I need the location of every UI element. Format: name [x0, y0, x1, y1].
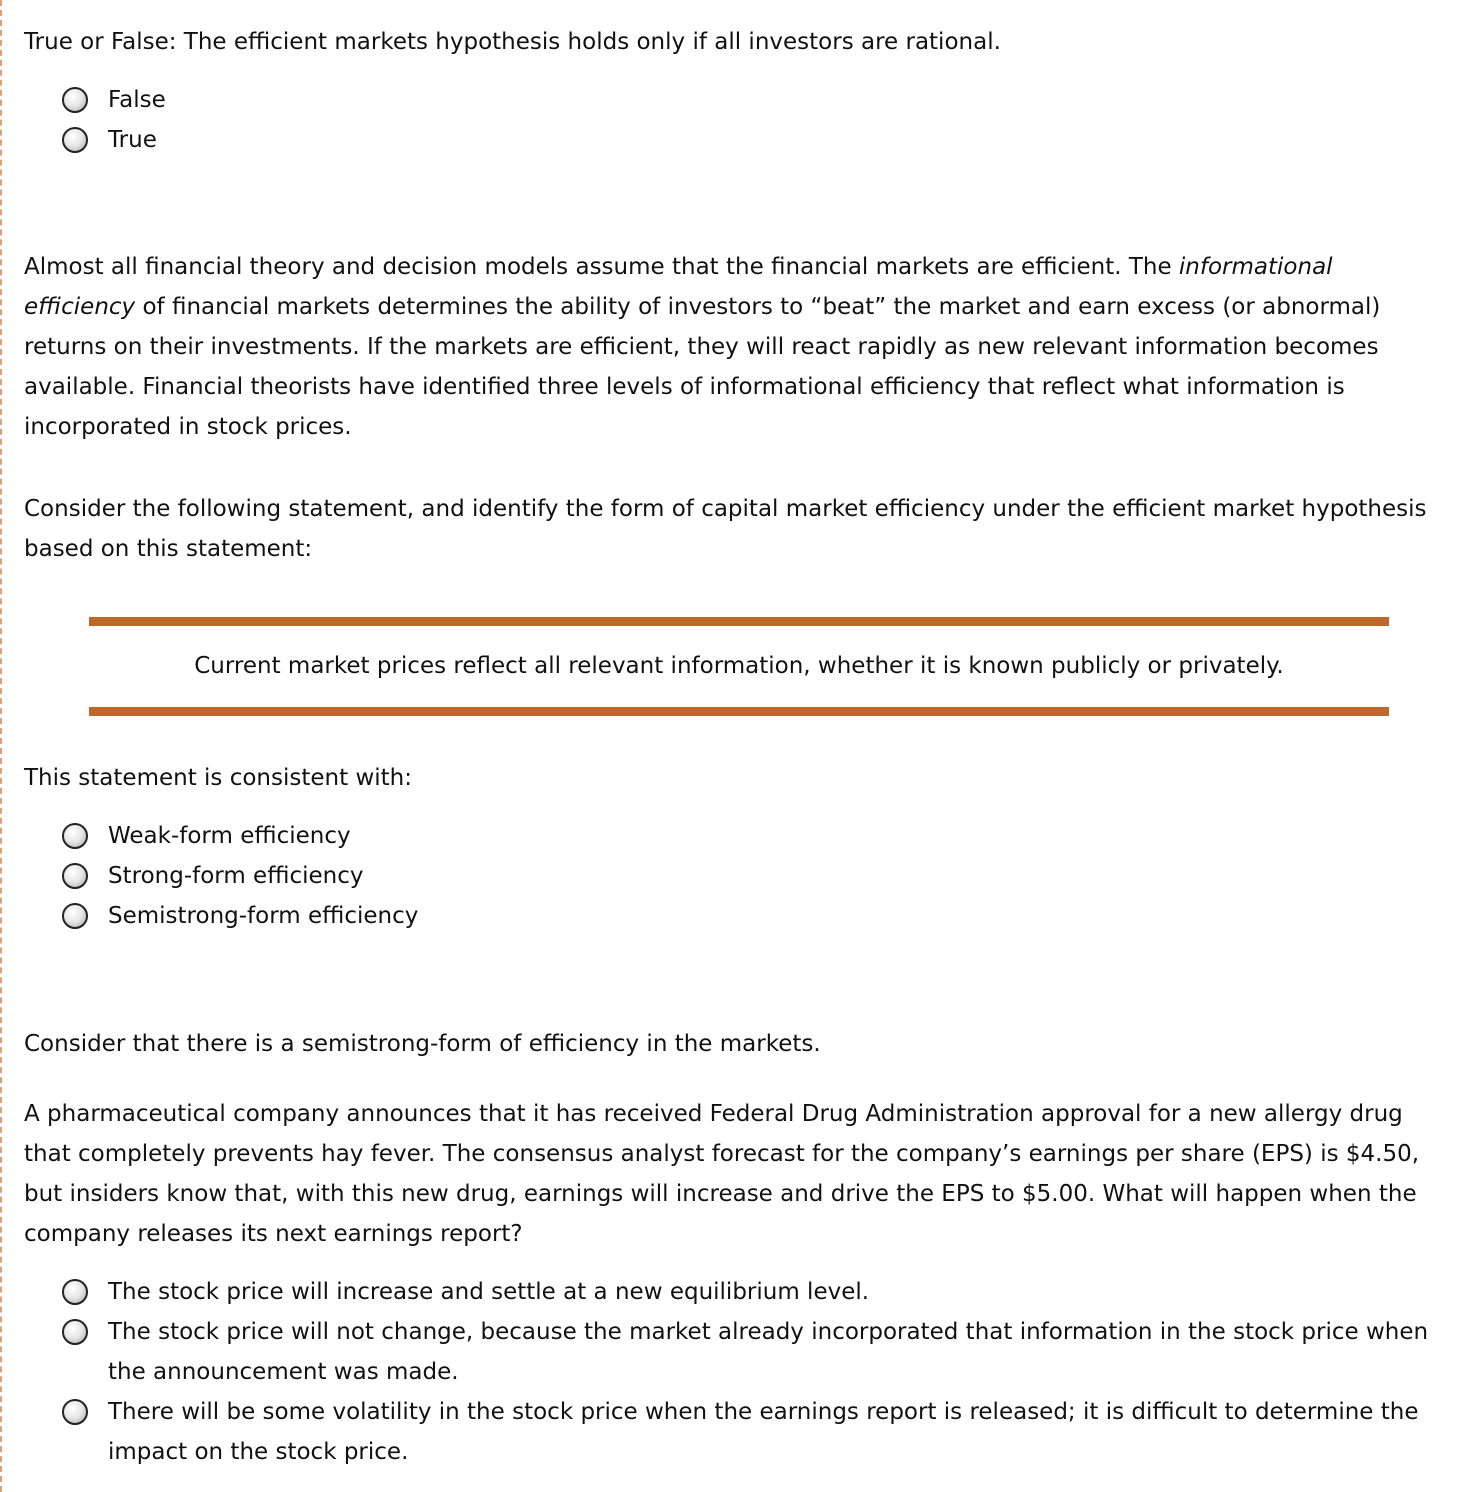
left-dashed-border [0, 0, 2, 1492]
q1-options [24, 80, 1449, 160]
q3-question: A pharmaceutical company announces that it has received Federal Drug Administration approval for a new allergy drug that completely prevents hay fever. The consensus analyst forecast for the company’s earnings per share (EPS) is $4.50, but insiders know that, with this new drug, earnings will increase and drive the EPS to $5.00. What will happen when the company releases its next earnings report? [24, 1101, 1420, 1247]
q3-context: Consider that there is a semistrong-form of efficiency in the markets. [24, 1031, 821, 1057]
radio-button[interactable] [62, 823, 88, 849]
q2-option-semistrong[interactable] [24, 896, 1449, 936]
radio-button[interactable] [62, 127, 88, 153]
option-label: Semistrong-form efficiency [108, 903, 419, 929]
intro-text-1: Almost all financial theory and decision models assume that the financial markets are efficient. The [24, 254, 1179, 280]
q1-option-true[interactable] [24, 120, 1449, 160]
q2-option-strong[interactable] [24, 856, 1449, 896]
option-label: False [108, 87, 166, 113]
option-label: Weak-form efficiency [108, 823, 351, 849]
q3-option-increase[interactable] [24, 1272, 1449, 1312]
q3-options [24, 1272, 1449, 1472]
q3-option-no-change[interactable] [24, 1312, 1449, 1392]
radio-button[interactable] [62, 863, 88, 889]
option-label: The stock price will not change, because the market already incorporated that information in the stock price when the announcement was made. [108, 1319, 1429, 1385]
q2-options [24, 816, 1449, 936]
q2-prompt: Consider the following statement, and identify the form of capital market efficiency under the efficient market hypothesis based on this statement: [24, 496, 1427, 562]
q3-option-volatility[interactable] [24, 1392, 1449, 1472]
q1-option-false[interactable] [24, 80, 1449, 120]
statement-text: Current market prices reflect all relevant information, whether it is known publicly or privately. [194, 653, 1284, 679]
q2-option-weak[interactable] [24, 816, 1449, 856]
statement-box [89, 617, 1389, 716]
radio-button[interactable] [62, 903, 88, 929]
option-label: The stock price will increase and settle at a new equilibrium level. [108, 1279, 870, 1305]
option-label: Strong-form efficiency [108, 863, 364, 889]
radio-button[interactable] [62, 1279, 88, 1305]
intro-text-2: of financial markets determines the ability of investors to “beat” the market and earn excess (or abnormal) returns on their investments. If the markets are efficient, they will react rapidly as new relevant information becomes available. Financial theorists have identified three levels of informational efficiency that reflect what information is incorporated in stock prices. [24, 294, 1381, 440]
radio-button[interactable] [62, 1399, 88, 1425]
option-label: True [108, 127, 157, 153]
intro-paragraph [24, 247, 1449, 447]
quiz-content [24, 22, 1449, 1472]
radio-button[interactable] [62, 87, 88, 113]
intro-emphasis: informational efficiency [24, 254, 1333, 320]
q1-question: True or False: The efficient markets hypothesis holds only if all investors are rational. [24, 29, 1001, 55]
option-label: There will be some volatility in the stock price when the earnings report is released; it is difficult to determine the impact on the stock price. [108, 1399, 1419, 1465]
radio-button[interactable] [62, 1319, 88, 1345]
q2-question: This statement is consistent with: [24, 765, 412, 791]
